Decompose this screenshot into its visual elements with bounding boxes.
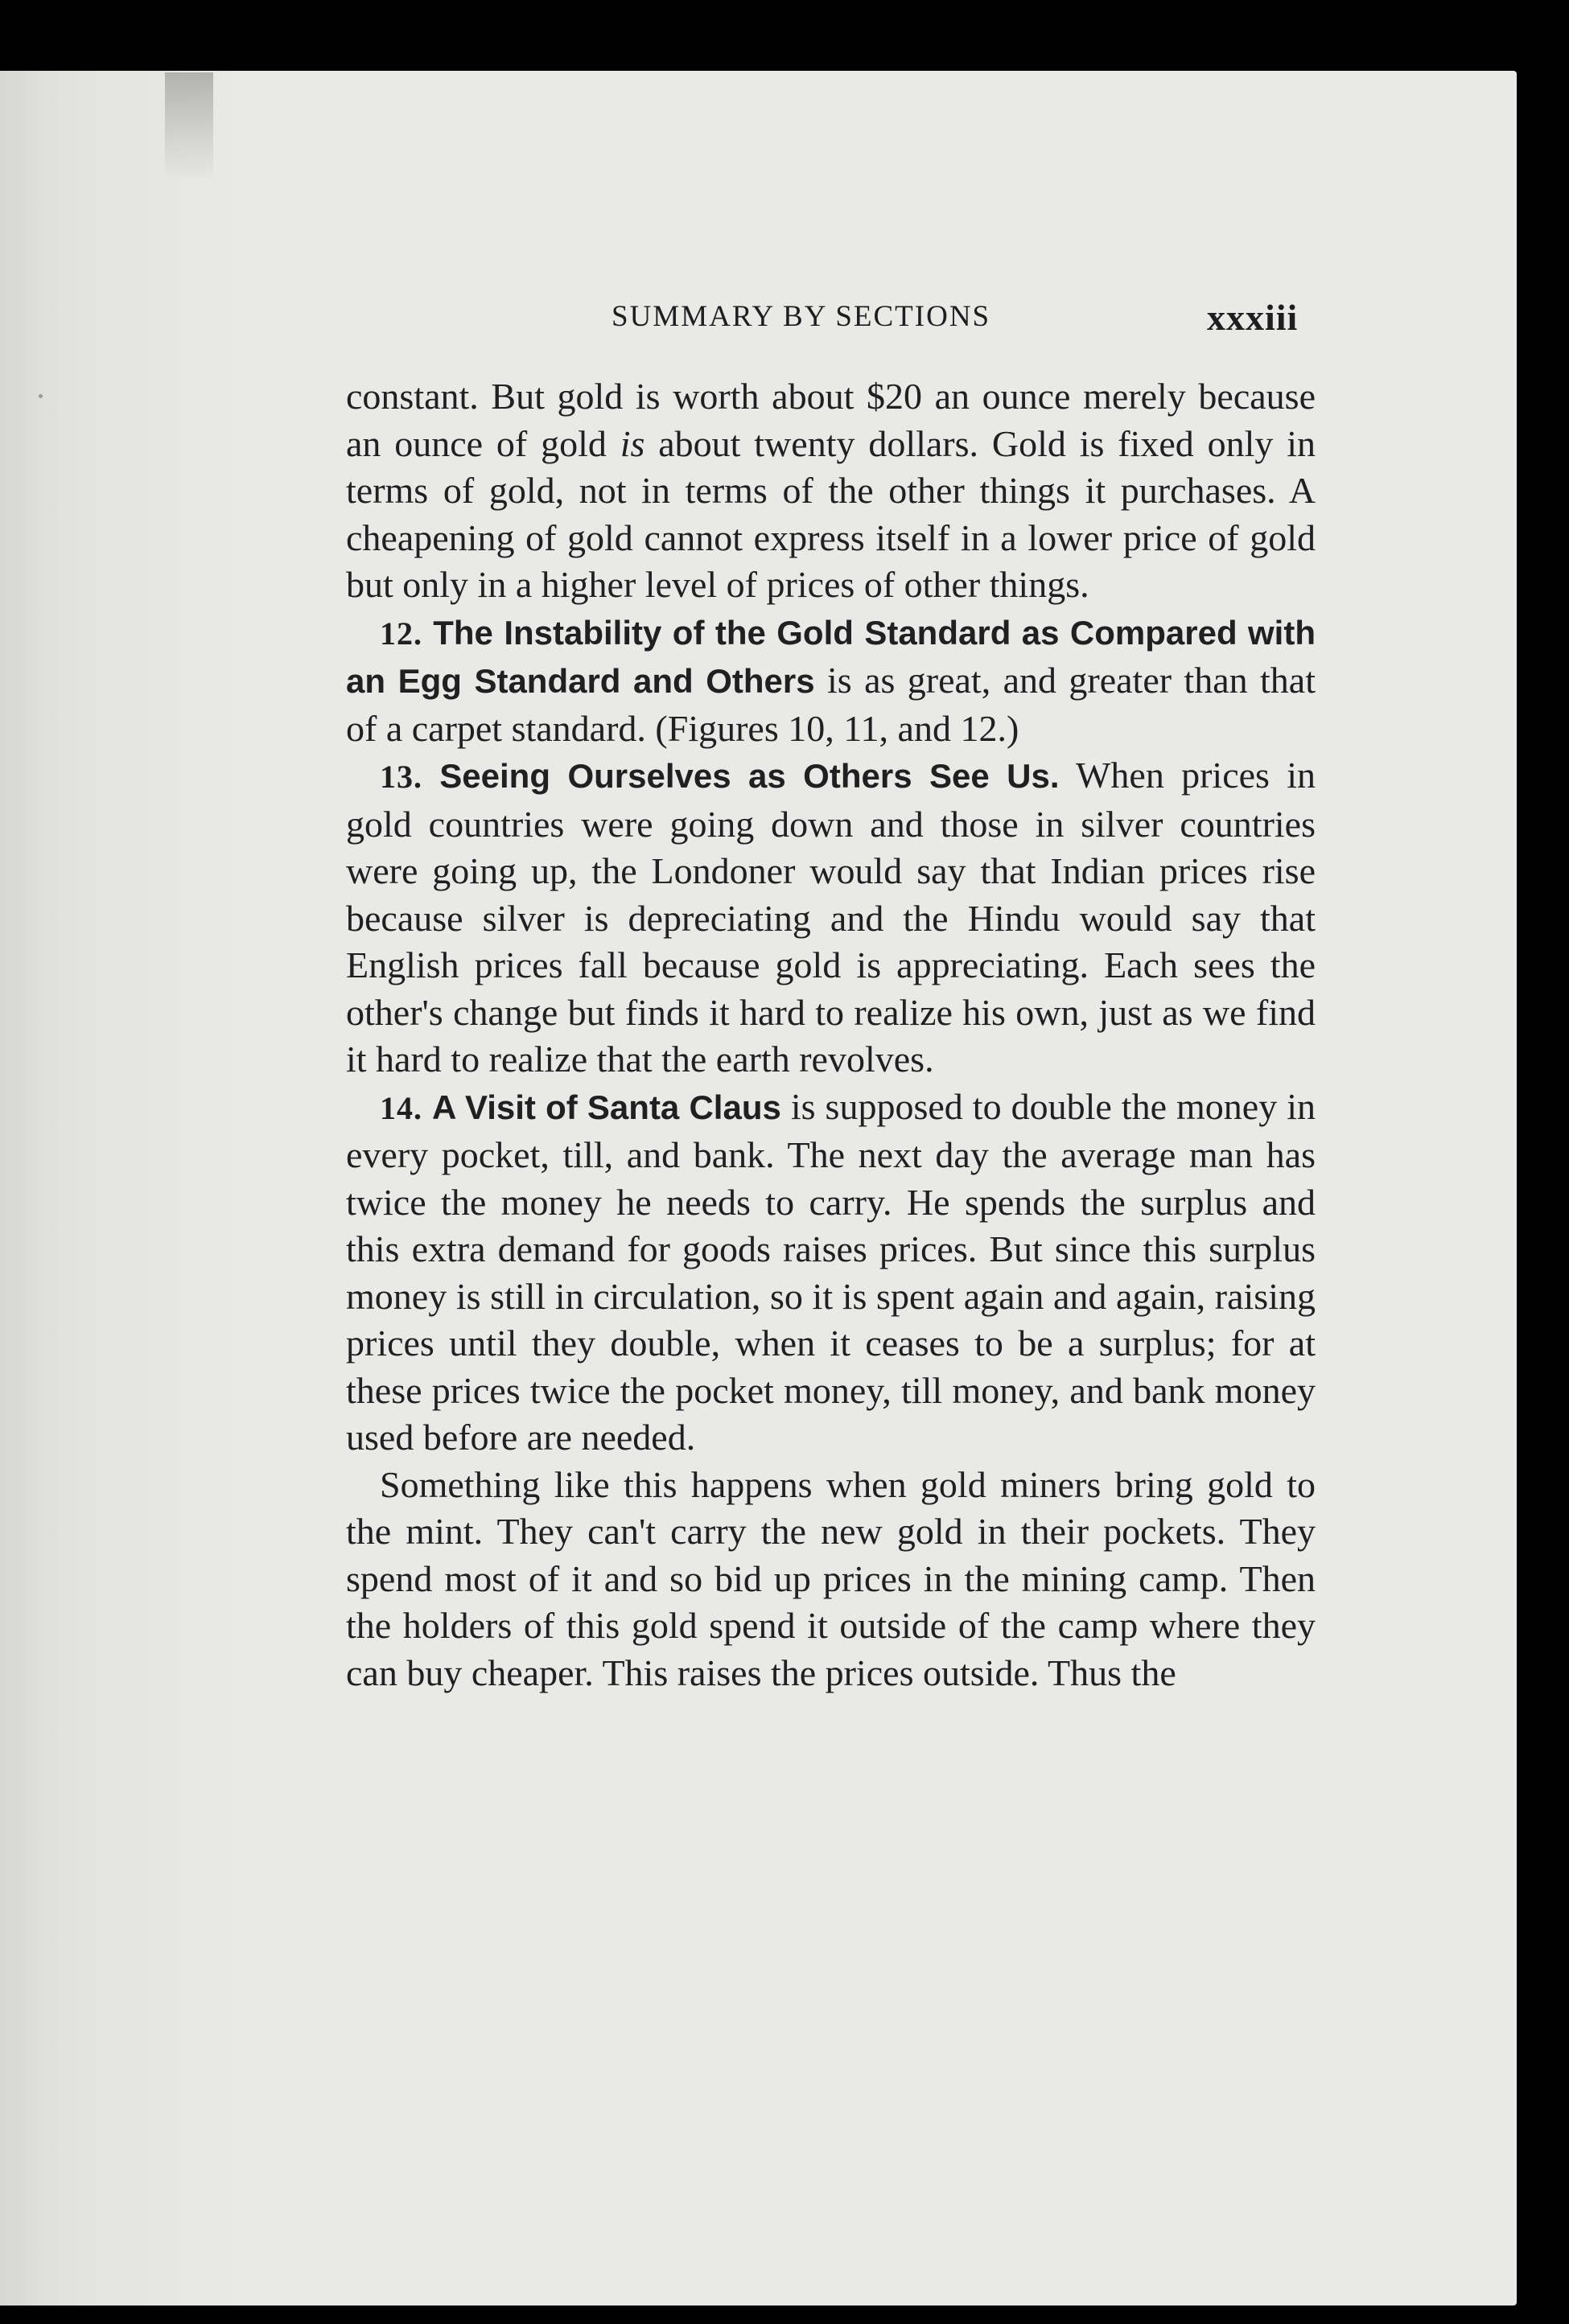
paragraph-text: about twenty dollars. Gold is fixed only in terms of gold, not in terms of the other things it purchases. A cheapening of gold cannot express itself in a lower price of gold but only in a higher level of prices of other things. <box>346 422 1316 605</box>
closing-paragraph <box>346 1462 1316 1697</box>
running-head: SUMMARY BY SECTIONS <box>612 300 991 333</box>
section-number: 12. <box>380 615 422 652</box>
paragraph-text: constant. But gold is worth about $20 an ounce merely because an ounce of gold <box>346 376 1316 464</box>
page-number: xxxiii <box>1207 297 1299 338</box>
section-number: 13. <box>380 759 422 795</box>
section-number: 14. <box>380 1089 422 1126</box>
paragraph-text: is supposed to double the money in every pocket, till, and bank. The next day the average man has twice the money he needs to carry. He spends the surplus and this extra demand for goods raises prices. But since this surplus money is still in circulation, so it is spent again and again, raising prices until they double, when it ceases to be a surplus; for at these prices twice the pocket money, till money, and bank money used before are needed. <box>346 1085 1316 1458</box>
section-title: A Visit of Santa Claus <box>432 1088 781 1126</box>
section-13-paragraph <box>346 752 1316 1084</box>
paragraph-text: When prices in gold countries were going down and those in silver countries were going up, the Londoner would say that Indian prices rise because silver is depreciating and the Hindu would say that English prices fall because gold is appreciating. Each sees the other's change but finds it hard to realize his own, just as we find it hard to realize that the earth revolves. <box>346 755 1316 1080</box>
paragraph-text: Something like this happens when gold miners bring gold to the mint. They can't carry the new gold in their pockets. They spend most of it and so bid up prices in the mining camp. Then the holders of this gold spend it outside of the camp where they can buy cheaper. This raises the prices outside. Thus the <box>346 1463 1316 1693</box>
paragraph-continuation <box>346 373 1316 609</box>
section-title: The Instability of the Gold Standard as Compared with an Egg Standard and Others <box>346 613 1316 700</box>
spine-shadow <box>0 71 241 2305</box>
emphasis-text: is <box>620 422 645 464</box>
section-12-paragraph <box>346 609 1316 753</box>
section-14-paragraph <box>346 1084 1316 1462</box>
spine-mark <box>165 72 213 177</box>
dust-speck <box>39 394 43 398</box>
body-text <box>346 373 1316 1697</box>
paragraph-text: is as great, and greater than that of a carpet standard. (Figures 10, 11, and 12.) <box>346 660 1316 749</box>
section-title: Seeing Ourselves as Others See Us. <box>439 757 1060 795</box>
